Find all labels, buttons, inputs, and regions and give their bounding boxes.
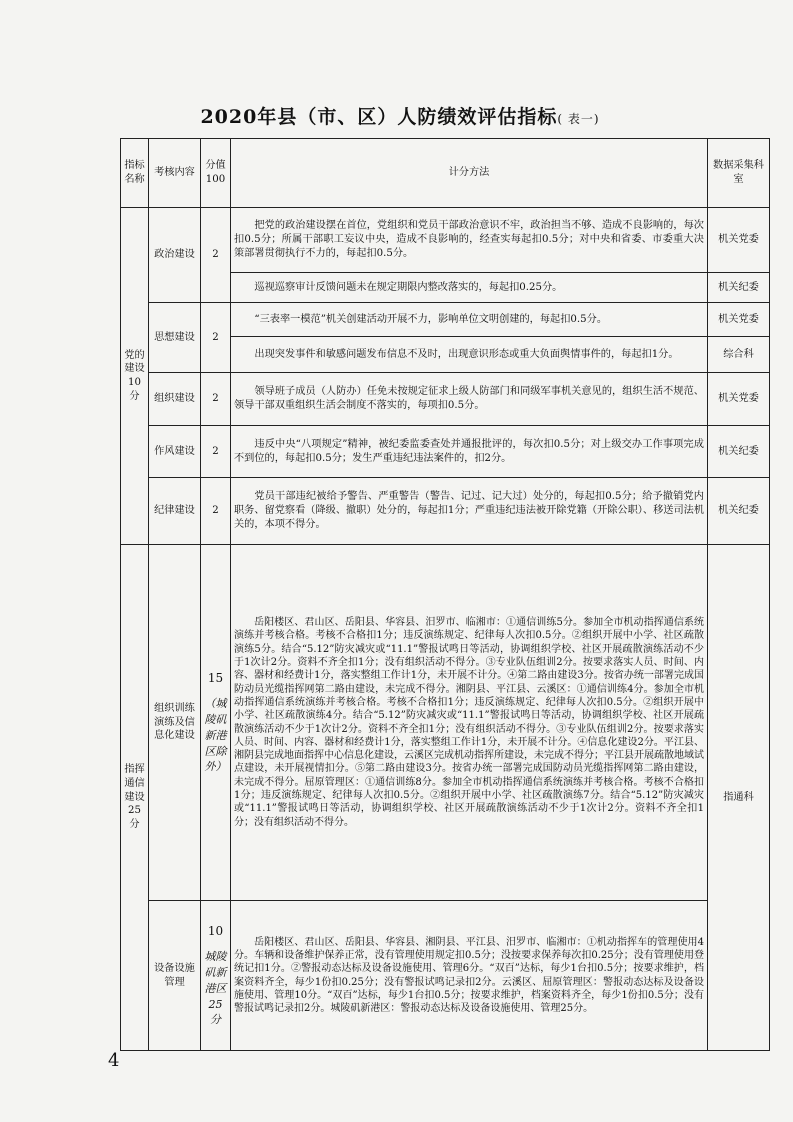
table-row <box>121 303 770 337</box>
header-method: 计分方法 <box>231 139 708 208</box>
table-row <box>121 478 770 545</box>
dept-cell: 机关纪委 <box>708 426 770 478</box>
header-category: 指标名称 <box>121 139 149 208</box>
category-command-communication: 指挥通信建设25分 <box>121 545 149 1051</box>
title-sub: ( 表一) <box>557 112 600 126</box>
item-score <box>201 901 231 1051</box>
score-note: 城陵矶新港区25分 <box>204 949 227 1027</box>
dept-cell: 机关纪委 <box>708 478 770 545</box>
dept-cell: 机关纪委 <box>708 273 770 303</box>
item-name: 作风建设 <box>149 426 201 478</box>
header-row <box>121 139 770 208</box>
table-row <box>121 545 770 901</box>
item-score: 2 <box>201 208 231 303</box>
table-row <box>121 208 770 273</box>
score-note: （城陵矶新港区除外） <box>204 696 227 774</box>
score-value: 10 <box>207 923 224 938</box>
header-score: 分值100 <box>201 139 231 208</box>
item-score: 2 <box>201 478 231 545</box>
item-name: 纪律建设 <box>149 478 201 545</box>
table-row <box>121 426 770 478</box>
method-text: “三表率一模范”机关创建活动开展不力，影响单位文明创建的，每起扣0.5分。 <box>231 303 708 337</box>
header-dept: 数据采集科室 <box>708 139 770 208</box>
page-title <box>120 102 680 129</box>
item-name: 组织建设 <box>149 373 201 426</box>
method-text: 把党的政治建设摆在首位，党组织和党员干部政治意识不牢，政治担当不够、造成不良影响的，每次扣0.5分；所属干部职工妄议中央，造成不良影响的，经查实每起扣0.5分；对中央和省委、市委重大决策部署贯彻执行不力的，每起扣0.5分。 <box>231 208 708 273</box>
header-item: 考核内容 <box>149 139 201 208</box>
dept-cell: 机关党委 <box>708 208 770 273</box>
title-text: 2020年县（市、区）人防绩效评估指标 <box>200 106 558 128</box>
dept-cell: 综合科 <box>708 337 770 373</box>
page-number: 4 <box>108 1050 120 1071</box>
method-text: 领导班子成员（人防办）任免未按规定征求上级人防部门和同级军事机关意见的，组织生活不规范、领导干部双重组织生活会制度不落实的，每项扣0.5分。 <box>231 373 708 426</box>
evaluation-table <box>120 138 770 1051</box>
dept-cell: 机关党委 <box>708 303 770 337</box>
method-text: 违反中央“八项规定”精神，被纪委监委查处并通报批评的，每次扣0.5分；对上级交办工作事项完成不到位的，每起扣0.5分；发生严重违纪违法案件的，扣2分。 <box>231 426 708 478</box>
method-text: 出现突发事件和敏感问题发布信息不及时，出现意识形态或重大负面舆情事件的，每起扣1分。 <box>231 337 708 373</box>
method-text: 岳阳楼区、君山区、岳阳县、华容县、汨罗市、临湘市：①通信训练5分。参加全市机动指挥通信系统演练并考核合格。考核不合格扣1分；违反演练规定、纪律每人次扣0.5分。②组织开展中小学、社区疏散演练5分。结合“5.12”防灾减灾或“11.1”警报试鸣日等活动，协调组织学校、社区开展疏散演练活动不少于1次计2分。资料不齐全扣1分；没有组织活动不得分。③专业队伍组训2分。按要求落实人员、时间、内容、器材和经费计1分，落实整组工作计1分，未开展不计分。④第二路由建设3分。按省办统一部署完成国防动员光缆指挥网第二路由建设，未完成不得分。湘阴县、平江县、云溪区：①通信训练4分。参加全市机动指挥通信系统演练并考核合格。考核不合格扣1分；违反演练规定、纪律每人次扣0.5分。②组织开展中小学、社区疏散演练4分。结合“5.12”防灾减灾或“11.1”警报试鸣日等活动，协调组织学校、社区开展疏散演练活动不少于1次计2分。资料不齐全扣1分；没有组织活动不得分。③专业队伍组训2分。按要求落实人员、时间、内容、器材和经费计1分，落实整组工作计1分，未开展不计分。④信息化建设2分。平江县、湘阴县完成地面指挥中心信息化建设，云溪区完成机动指挥所建设，未完成不得分；平江县开展疏散地域试点建设，未开展视情扣分。⑤第二路由建设3分。按省办统一部署完成国防动员光缆指挥网第二路由建设，未完成不得分。屈原管理区：①通信训练8分。参加全市机动指挥通信系统演练并考核合格。考核不合格扣1分；违反演练规定、纪律每人次扣0.5分。②组织开展中小学、社区疏散演练7分。结合“5.12”防灾减灾或“11.1”警报试鸣日等活动，协调组织学校、社区开展疏散演练活动不少于1次计2分。资料不齐全扣1分；没有组织活动不得分。 <box>231 545 708 901</box>
dept-cell: 指通科 <box>708 545 770 1051</box>
table-row <box>121 901 770 1051</box>
item-name: 思想建设 <box>149 303 201 373</box>
item-name: 组织训练演练及信息化建设 <box>149 545 201 901</box>
item-score: 2 <box>201 373 231 426</box>
item-name: 政治建设 <box>149 208 201 303</box>
item-name: 设备设施管理 <box>149 901 201 1051</box>
dept-cell: 机关党委 <box>708 373 770 426</box>
method-text: 岳阳楼区、君山区、岳阳县、华容县、湘阴县、平江县、汨罗市、临湘市：①机动指挥车的管理使用4分。车辆和设备维护保养正常，没有管理使用规定扣0.5分；没按要求保养每次扣0.25分；没有管理使用登统记扣1分。②警报动态达标及设备设施使用、管理6分。“双百”达标，每少1台扣0.5分；按要求维护，档案资料齐全，每少1份扣0.25分；没有警报试鸣记录扣2分。云溪区、屈原管理区：警报动态达标及设备设施使用、管理10分。“双百”达标，每少1台扣0.5分；按要求维护，档案资料齐全，每少1份扣0.5分；没有警报试鸣记录扣2分。城陵矶新港区：警报动态达标及设备设施使用、管理25分。 <box>231 901 708 1051</box>
category-party-building: 党的建设10分 <box>121 208 149 545</box>
item-score: 2 <box>201 303 231 373</box>
item-score <box>201 545 231 901</box>
score-value: 15 <box>207 670 224 685</box>
method-text: 党员干部违纪被给予警告、严重警告（警告、记过、记大过）处分的，每起扣0.5分；给予撤销党内职务、留党察看（降级、撤职）处分的，每起扣1分；严重违纪违法被开除党籍（开除公职）、移送司法机关的，本项不得分。 <box>231 478 708 545</box>
table-row <box>121 373 770 426</box>
item-score: 2 <box>201 426 231 478</box>
method-text: 巡视巡察审计反馈问题未在规定期限内整改落实的，每起扣0.25分。 <box>231 273 708 303</box>
